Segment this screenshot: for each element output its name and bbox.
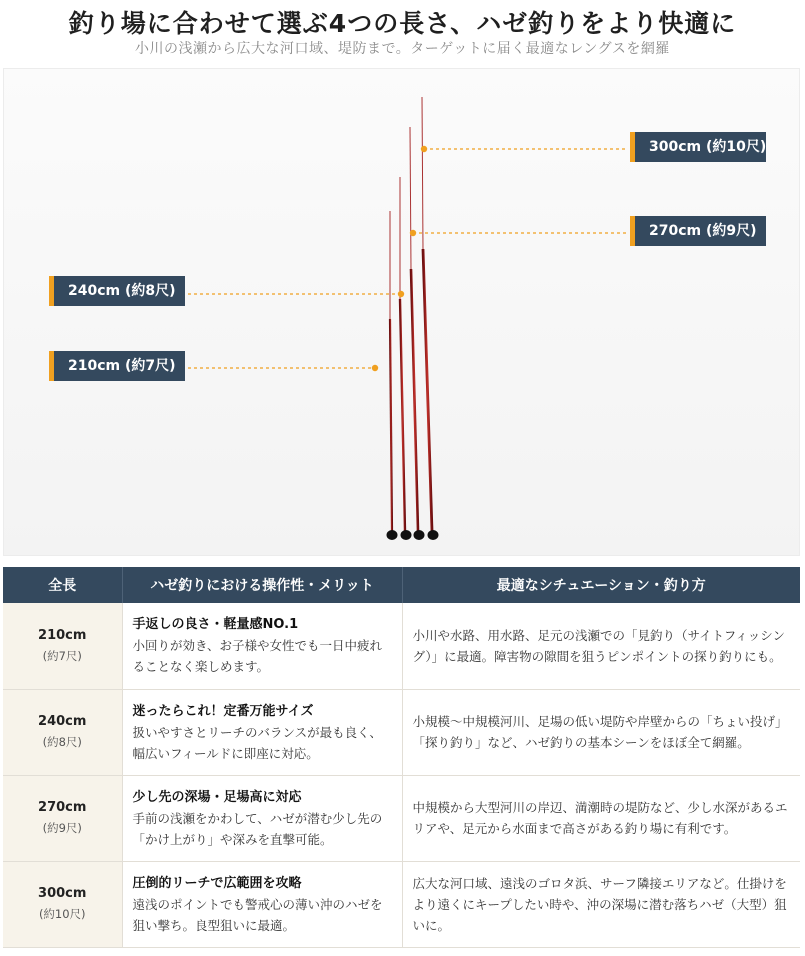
marker-dot [421, 146, 427, 152]
merit-cell [122, 603, 402, 689]
merit-title: 手返しの良さ・軽量感NO.1 [132, 617, 299, 633]
length-tag-240: 240cm (約8尺) [49, 276, 185, 306]
spec-table [3, 567, 800, 948]
merit-title: 少し先の深場・足場高に対応 [132, 789, 302, 805]
page-subtitle: 小川の浅瀬から広大な河口域、堤防まで。ターゲットに届く最適なレングスを網羅 [135, 41, 670, 57]
table-row [3, 603, 800, 689]
rod-butt-cap [428, 530, 439, 540]
length-value: 270cm [38, 800, 87, 815]
table-header-row [3, 567, 800, 603]
merit-title: 圧倒的リーチで広範囲を攻略 [132, 875, 302, 891]
rod-300 [422, 97, 439, 540]
situation-cell: 小川や水路、用水路、足元の浅瀬での「見釣り（サイトフィッシング）」に最適。障害物の隙間を狙うピンポイントの探り釣りにも。 [402, 603, 800, 689]
length-value: 300cm [38, 886, 87, 901]
merit-text: 扱いやすさとリーチのバランスが最も良く、幅広いフィールドに即座に対応。 [132, 724, 382, 761]
length-shaku: (約10尺) [38, 907, 86, 921]
marker-dot [398, 291, 404, 297]
table-row [3, 689, 800, 775]
merit-cell [122, 861, 402, 947]
merit-text: 手前の浅瀬をかわして、ハゼが潜む少し先の「かけ上がり」や深みを直撃可能。 [132, 810, 383, 847]
merit-text: 遠浅のポイントでも警戒心の薄い沖のハゼを狙い撃ち。良型狙いに最適。 [132, 896, 383, 933]
length-tag-210: 210cm (約7尺) [49, 351, 185, 381]
marker-dot [372, 365, 378, 371]
header-length: 全長 [3, 567, 122, 603]
length-value: 240cm [38, 714, 87, 729]
table-row [3, 775, 800, 861]
header-situation: 最適なシチュエーション・釣り方 [402, 567, 800, 603]
merit-title: 迷ったらこれ！定番万能サイズ [132, 703, 314, 719]
situation-cell: 中規模から大型河川の岸辺、満潮時の堤防など、少し水深があるエリアや、足元から水面まで高さがある釣り場に有利です。 [402, 775, 800, 861]
length-shaku: (約8尺) [42, 735, 82, 749]
rod-210 [387, 211, 398, 540]
situation-cell: 広大な河口域、遠浅のゴロタ浜、サーフ隣接エリアなど。仕掛けをより遠くにキープしたい時や、沖の深場に潜む落ちハゼ（大型）狙いに。 [402, 861, 800, 947]
length-cell [3, 775, 122, 861]
rod-240 [400, 177, 412, 540]
merit-cell [122, 775, 402, 861]
table-row [3, 861, 800, 947]
merit-cell [122, 689, 402, 775]
length-tag-270: 270cm (約9尺) [630, 216, 766, 246]
length-cell [3, 603, 122, 689]
length-cell [3, 861, 122, 947]
marker-dot [410, 230, 416, 236]
length-shaku: (約9尺) [42, 821, 82, 835]
length-tag-300: 300cm (約10尺) [630, 132, 766, 162]
rod-illustration [3, 68, 800, 556]
page-title: 釣り場に合わせて選ぶ4つの長さ、ハゼ釣りをより快適に [68, 9, 737, 38]
length-cell [3, 689, 122, 775]
rod-butt-cap [414, 530, 425, 540]
length-value: 210cm [38, 627, 87, 643]
situation-cell: 小規模〜中規模河川、足場の低い堤防や岸壁からの「ちょい投げ」「探り釣り」など、ハゼ釣りの基本シーンをほぼ全て網羅。 [402, 689, 800, 775]
rod-butt-cap [387, 530, 398, 540]
merit-text: 小回りが効き、お子様や女性でも一日中疲れることなく楽しめます。 [132, 638, 383, 675]
header-merit: ハゼ釣りにおける操作性・メリット [122, 567, 402, 603]
length-shaku: (約7尺) [42, 648, 82, 663]
rod-butt-cap [401, 530, 412, 540]
